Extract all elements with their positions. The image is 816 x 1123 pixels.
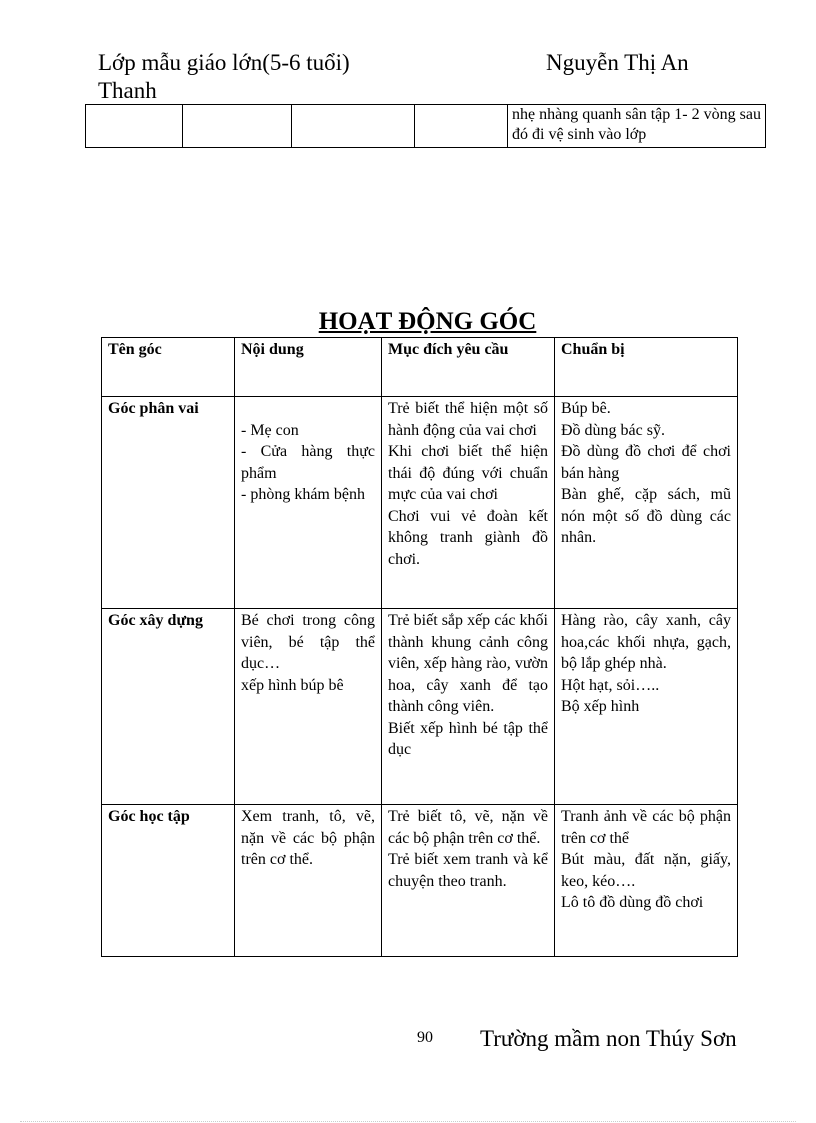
corner-purpose <box>382 805 555 957</box>
page-number: 90 <box>417 1029 433 1046</box>
purpose-line: Khi chơi biết thể hiện thái độ đúng với chuẩn mực của vai chơi <box>388 443 548 503</box>
prep-line: Đồ dùng đồ chơi để chơi bán hàng <box>561 443 731 482</box>
table-cell: nhẹ nhàng quanh sân tập 1- 2 vòng sau đó đi vệ sinh vào lớp <box>508 105 766 148</box>
table-cell <box>183 105 292 148</box>
content-line: - Mẹ con <box>241 421 299 439</box>
prep-line: Đồ dùng bác sỹ. <box>561 421 665 439</box>
prep-line: Búp bê. <box>561 400 611 417</box>
purpose-line: Chơi vui vẻ đoàn kết không tranh giành đồ chơi. <box>388 507 548 568</box>
corner-prep <box>555 805 738 957</box>
corner-prep <box>555 397 738 609</box>
corner-content <box>235 609 382 805</box>
footer-school-name: Trường mầm non Thúy Sơn <box>480 1026 737 1051</box>
content-line: Xem tranh, tô, vẽ, nặn về các bộ phận trên cơ thể. <box>241 808 375 868</box>
prep-line: Hột hạt, sỏi….. <box>561 676 660 694</box>
column-header: Nội dung <box>235 338 382 397</box>
prep-line: Hàng rào, cây xanh, cây hoa,các khối nhựa, gạch, bộ lắp ghép nhà. <box>561 612 731 672</box>
table-row <box>86 105 766 148</box>
prep-line: Lô tô đồ dùng đồ chơi <box>561 894 704 911</box>
page-bottom-divider <box>20 1121 796 1122</box>
table-row <box>102 397 738 609</box>
prep-line: Tranh ảnh về các bộ phận trên cơ thể <box>561 808 731 847</box>
content-line: Bé chơi trong công viên, bé tập thể dục… <box>241 612 375 672</box>
prep-line: Bút màu, đất nặn, giấy, keo, kéo…. <box>561 851 731 890</box>
section-title: HOẠT ĐỘNG GÓC <box>318 308 537 335</box>
corner-content <box>235 397 382 609</box>
content-line: - phòng khám bệnh <box>241 486 365 503</box>
column-header: Mục đích yêu cầu <box>382 338 555 397</box>
prep-line: Bộ xếp hình <box>561 698 640 715</box>
column-header: Tên góc <box>102 338 235 397</box>
corner-name: Góc phân vai <box>102 397 235 609</box>
table-cell <box>86 105 183 148</box>
column-header: Chuẩn bị <box>555 338 738 397</box>
table-row <box>102 805 738 957</box>
purpose-line: Trẻ biết xem tranh và kể chuyện theo tranh. <box>388 851 548 890</box>
corner-purpose <box>382 609 555 805</box>
table-cell <box>292 105 415 148</box>
content-line: xếp hình búp bê <box>241 676 344 694</box>
corner-content <box>235 805 382 957</box>
table-row <box>102 609 738 805</box>
purpose-line: Trẻ biết tô, vẽ, nặn về các bộ phận trên cơ thể. <box>388 808 548 847</box>
continuation-table <box>85 104 766 148</box>
activity-corner-table <box>101 337 738 957</box>
header-teacher-name: Nguyễn Thị An <box>546 50 689 75</box>
content-line: - Cửa hàng thực phẩm <box>241 443 375 482</box>
corner-prep <box>555 609 738 805</box>
purpose-line: Trẻ biết thể hiện một số hành động của vai chơi <box>388 400 548 439</box>
content-line <box>241 398 375 420</box>
prep-line: Bàn ghế, cặp sách, mũ nón một số đồ dùng các nhân. <box>561 486 731 546</box>
table-header-row <box>102 338 738 397</box>
table-cell <box>415 105 508 148</box>
corner-name: Góc học tập <box>102 805 235 957</box>
corner-name: Góc xây dựng <box>102 609 235 805</box>
purpose-line: Trẻ biết sắp xếp các khối thành khung cảnh công viên, xếp hàng rào, vườn hoa, cây xanh để tạo thành công viên. <box>388 612 548 715</box>
header-class-label: Lớp mẫu giáo lớn(5-6 tuổi) Thanh <box>98 50 350 103</box>
corner-purpose <box>382 397 555 609</box>
purpose-line: Biết xếp hình bé tập thể dục <box>388 719 548 758</box>
